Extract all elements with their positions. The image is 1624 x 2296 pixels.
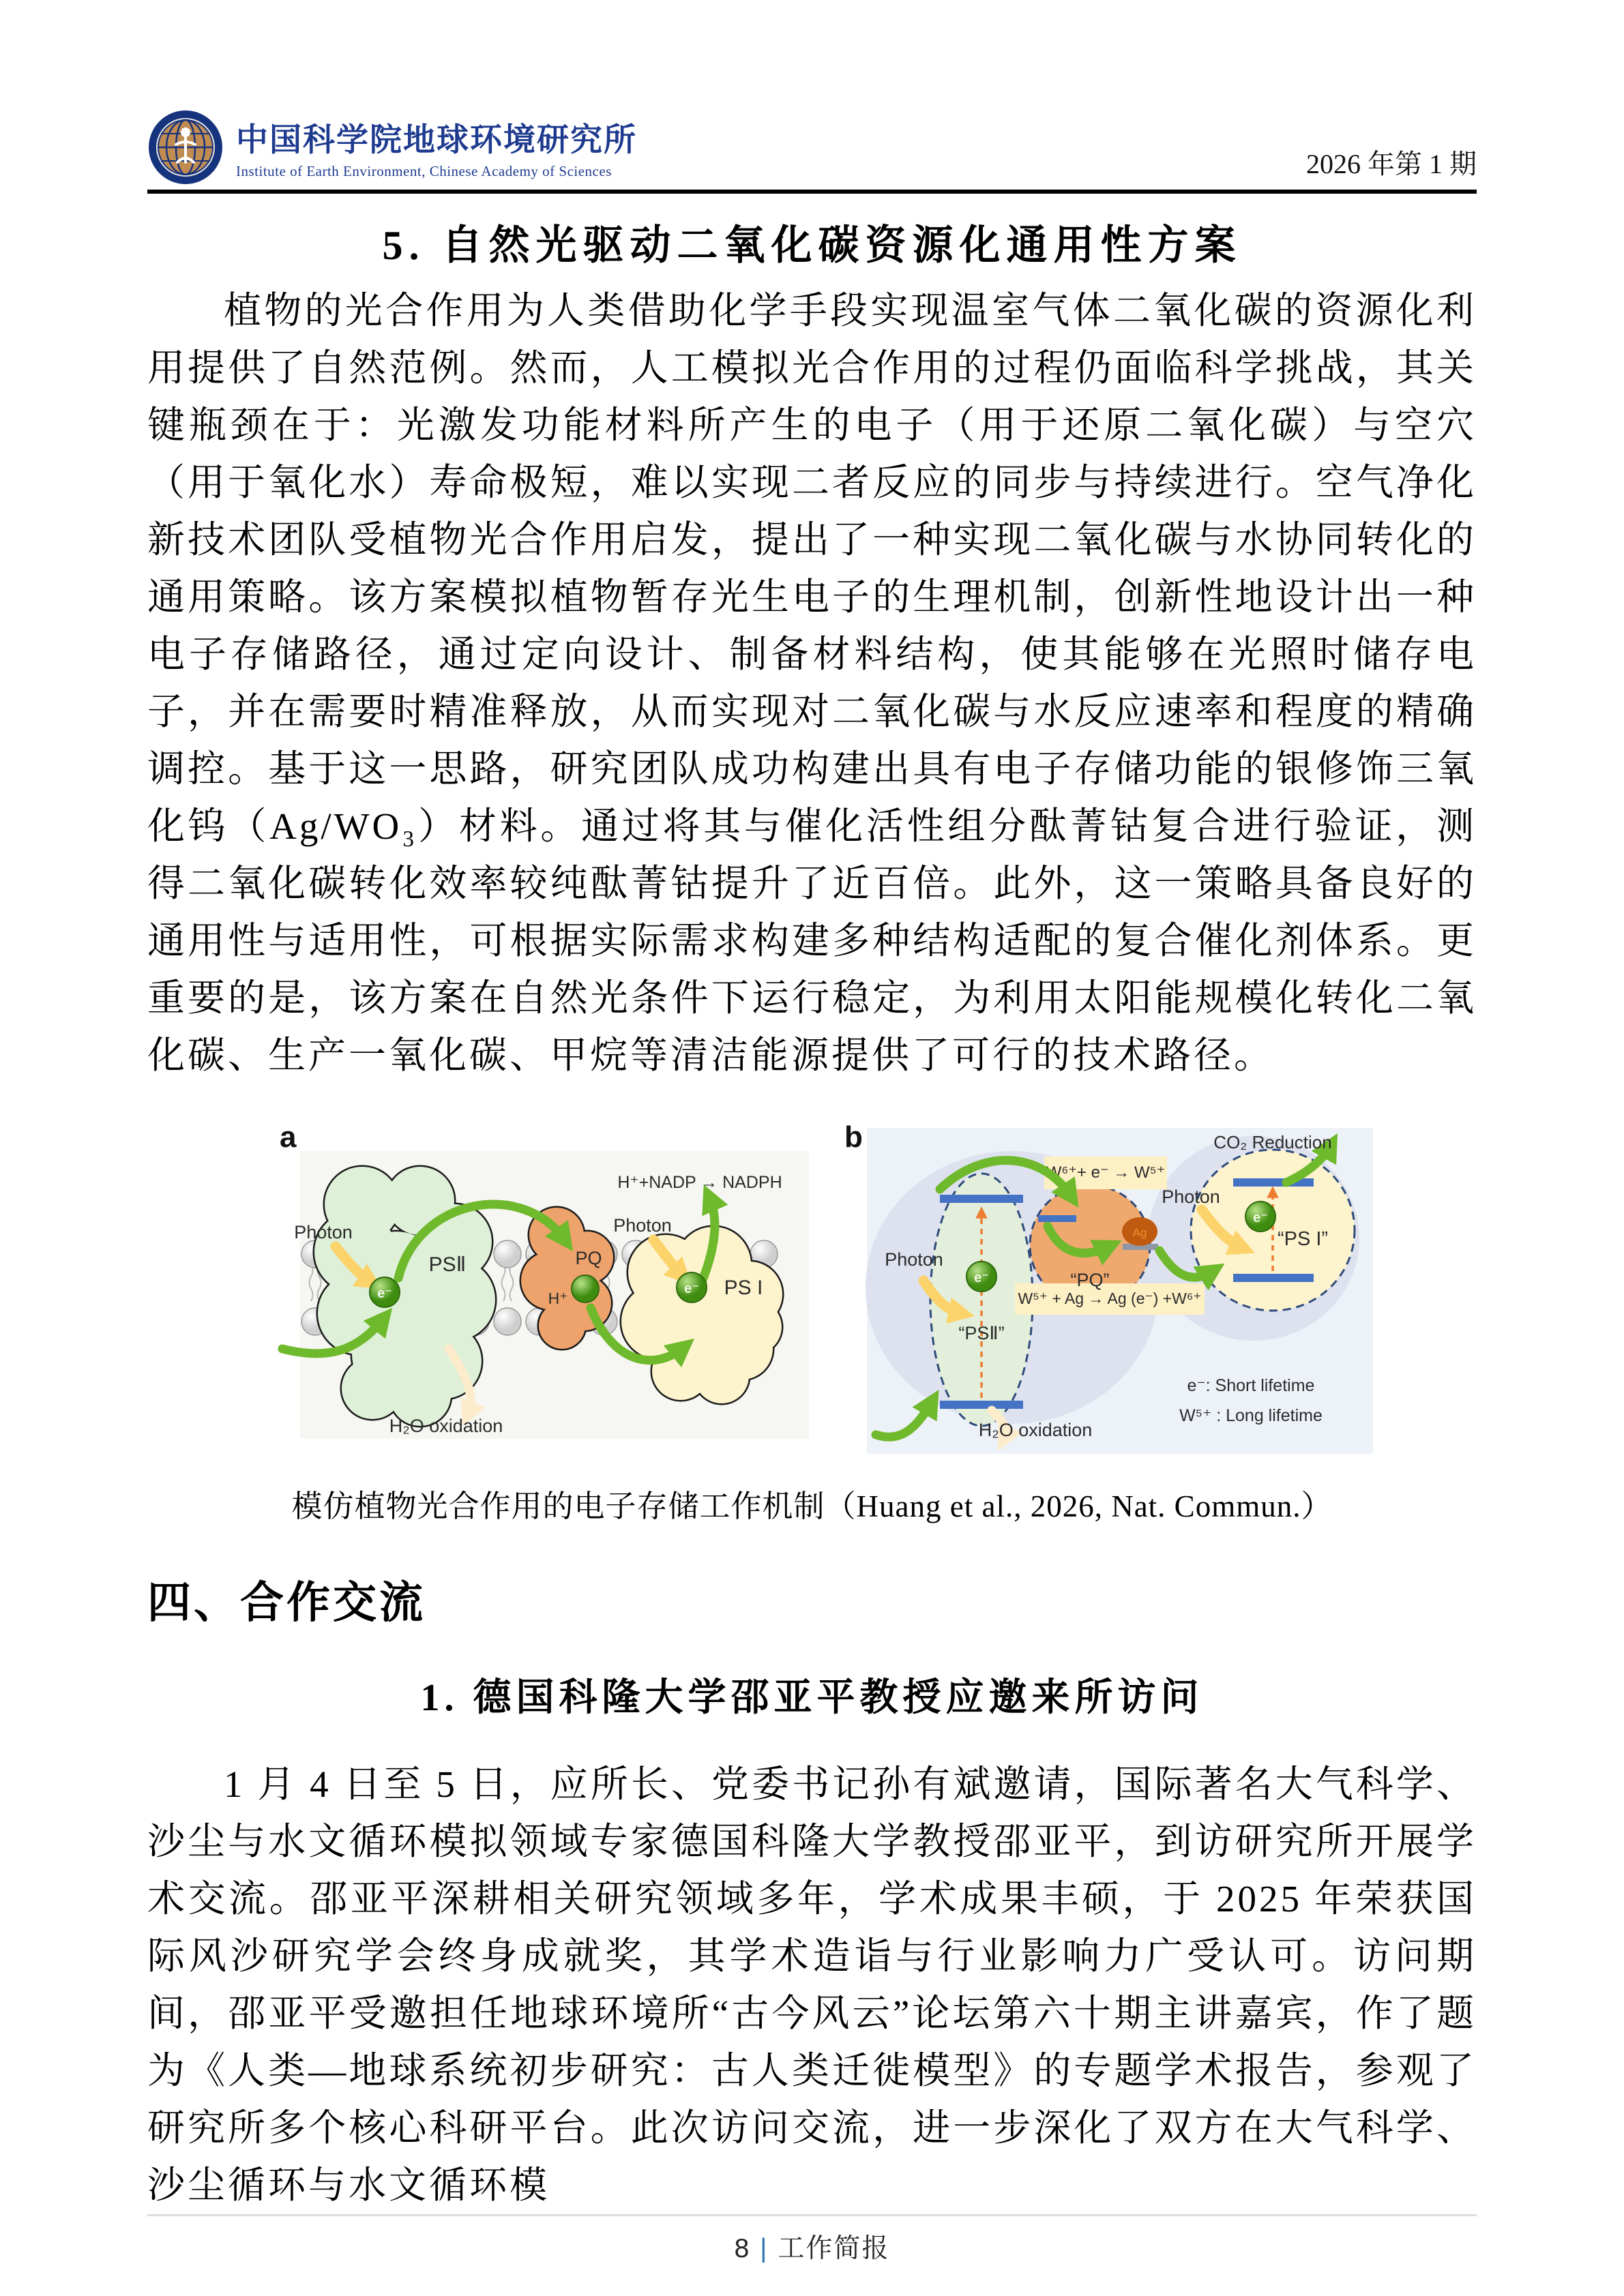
article-body: 植物的光合作用为人类借助化学手段实现温室气体二氧化碳的资源化利用提供了自然范例。然而，人工模拟光合作用的过程仍面临科学挑战，其关键瓶颈在于：光激发功能材料所产生的电子（用于还原二氧化碳）与空穴（用于氧化水）寿命极短，难以实现二者反应的同步与持续进行。空气净化新技术团队受植物光合作用启发，提出了一种实现二氧化碳与水协同转化的通用策略。该方案模拟植物暂存光生电子的生理机制，创新性地设计出一种电子存储路径，通过定向设计、制备材料结构，使其能够在光照时储存电子，并在需要时精准释放，从而实现对二氧化碳与水反应速率和程度的精确调控。基于这一思路，研究团队成功构建出具有电子存储功能的银修饰三氧化钨（Ag/WO₃）材料。通过将其与催化活性组分酞菁钴复合进行验证，测得二氧化碳转化效率较纯酞菁钴提升了近百倍。此外，这一策略具备良好的通用性与适用性，可根据实际需求构建多种结构适配的复合催化剂体系。更重要的是，该方案在自然光条件下运行稳定，为利用太阳能规模化转化二氧化碳、生产一氧化碳、甲烷等清洁能源提供了可行的技术路径。 xyxy=(147,290,1477,1076)
electron-ball-psi-b xyxy=(1245,1202,1275,1232)
page-header xyxy=(147,109,1477,185)
pq-label-b: “PQ” xyxy=(1070,1270,1109,1290)
psii-lower-level xyxy=(940,1401,1023,1409)
h2o-oxidation-label-b: H₂O oxidation xyxy=(978,1420,1092,1440)
electron-ball-psi-a xyxy=(677,1272,707,1302)
psi-lower-level xyxy=(1233,1274,1314,1282)
cas-emblem-icon xyxy=(147,109,224,185)
footer-label: 工作简报 xyxy=(778,2234,890,2263)
svg-text:e⁻: e⁻ xyxy=(683,1281,699,1296)
psi-label-a: PS I xyxy=(724,1277,763,1299)
figure-caption: 模仿植物光合作用的电子存储工作机制（Huang et al., 2026, Nat. Commun.） xyxy=(291,1489,1333,1523)
h-plus-label-a: H⁺ xyxy=(548,1289,567,1307)
electron-ball-pq-a xyxy=(572,1275,599,1302)
section-heading: 四、合作交流 xyxy=(147,1578,426,1627)
pq-level xyxy=(1038,1215,1076,1222)
institute-name-en: Institute of Earth Environment, Chinese Academy of Sciences xyxy=(236,163,612,179)
electron-ball-psii-a xyxy=(370,1277,400,1307)
panel-a-label: a xyxy=(279,1120,296,1154)
figure xyxy=(147,1109,1477,1463)
psii-label-a: PSⅡ xyxy=(428,1253,466,1276)
svg-text:e⁻: e⁻ xyxy=(973,1270,989,1285)
electron-ball-psii-b xyxy=(966,1262,996,1292)
institute-name xyxy=(236,115,637,180)
co2-reduction-label: CO₂ Reduction xyxy=(1213,1132,1332,1152)
article-title: 5. 自然光驱动二氧化碳资源化通用性方案 xyxy=(382,223,1242,268)
photon-label-b-left: Photon xyxy=(884,1249,943,1270)
legend-long-lifetime: W⁵⁺ : Long lifetime xyxy=(1179,1406,1323,1425)
photon-label-a-right: Photon xyxy=(612,1215,672,1236)
page-number: 8 xyxy=(734,2234,751,2263)
header-rule xyxy=(147,190,1477,194)
photon-label-a-left: Photon xyxy=(293,1222,353,1242)
svg-text:Ag: Ag xyxy=(1132,1226,1147,1239)
svg-text:e⁻: e⁻ xyxy=(377,1286,392,1301)
psi-label-b: “PS I” xyxy=(1277,1228,1328,1250)
legend-short-lifetime: e⁻: Short lifetime xyxy=(1187,1376,1314,1395)
psii-label-b: “PSⅡ” xyxy=(958,1323,1005,1343)
psi-upper-level xyxy=(1233,1178,1314,1187)
institute-brand xyxy=(147,109,637,185)
svg-text:W⁶⁺+ e⁻ → W⁵⁺: W⁶⁺+ e⁻ → W⁵⁺ xyxy=(1046,1163,1165,1182)
figure-panel-b xyxy=(836,1109,1375,1463)
article2-title: 1. 德国科隆大学邵亚平教授应邀来所访问 xyxy=(420,1677,1204,1719)
figure-panel-a xyxy=(250,1109,809,1463)
psii-upper-level xyxy=(940,1195,1023,1203)
ag-nanoparticle xyxy=(1122,1217,1157,1246)
panel-b-label: b xyxy=(844,1120,863,1154)
article2-body: 1 月 4 日至 5 日，应所长、党委书记孙有斌邀请，国际著名大气科学、沙尘与水文循环模拟领域专家德国科隆大学教授邵亚平，到访研究所开展学术交流。邵亚平深耕相关研究领域多年，学术成果丰硕，于 2025 年荣获国际风沙研究学会终身成就奖，其学术造诣与行业影响力广受认可。访问期间，邵亚平受邀担任地球环境所“古今风云”论坛第六十期主讲嘉宾，作了题为《人类—地球系统初步研究：古人类迁徙模型》的专题学术报告，参观了研究所多个核心科研平台。此次访问交流，进一步深化了双方在大气科学、沙尘循环与水文循环模 xyxy=(147,1763,1477,2206)
footer-separator: | xyxy=(760,2234,769,2263)
page-footer xyxy=(147,2214,1477,2265)
nadph-label: H⁺+NADP → NADPH xyxy=(617,1173,782,1192)
release-reaction-box xyxy=(1015,1283,1205,1315)
svg-text:W⁵⁺ + Ag → Ag (e⁻) +W⁶⁺: W⁵⁺ + Ag → Ag (e⁻) +W⁶⁺ xyxy=(1018,1289,1201,1307)
photon-label-b-right: Photon xyxy=(1161,1187,1220,1207)
issue-number: 2026 年第 1 期 xyxy=(1306,149,1477,179)
svg-text:e⁻: e⁻ xyxy=(1252,1210,1268,1225)
pq-label-a: PQ xyxy=(574,1248,602,1268)
institute-name-zh: 中国科学院地球环境研究所 xyxy=(236,123,637,158)
h2o-oxidation-label-a: H₂O oxidation xyxy=(389,1416,503,1436)
